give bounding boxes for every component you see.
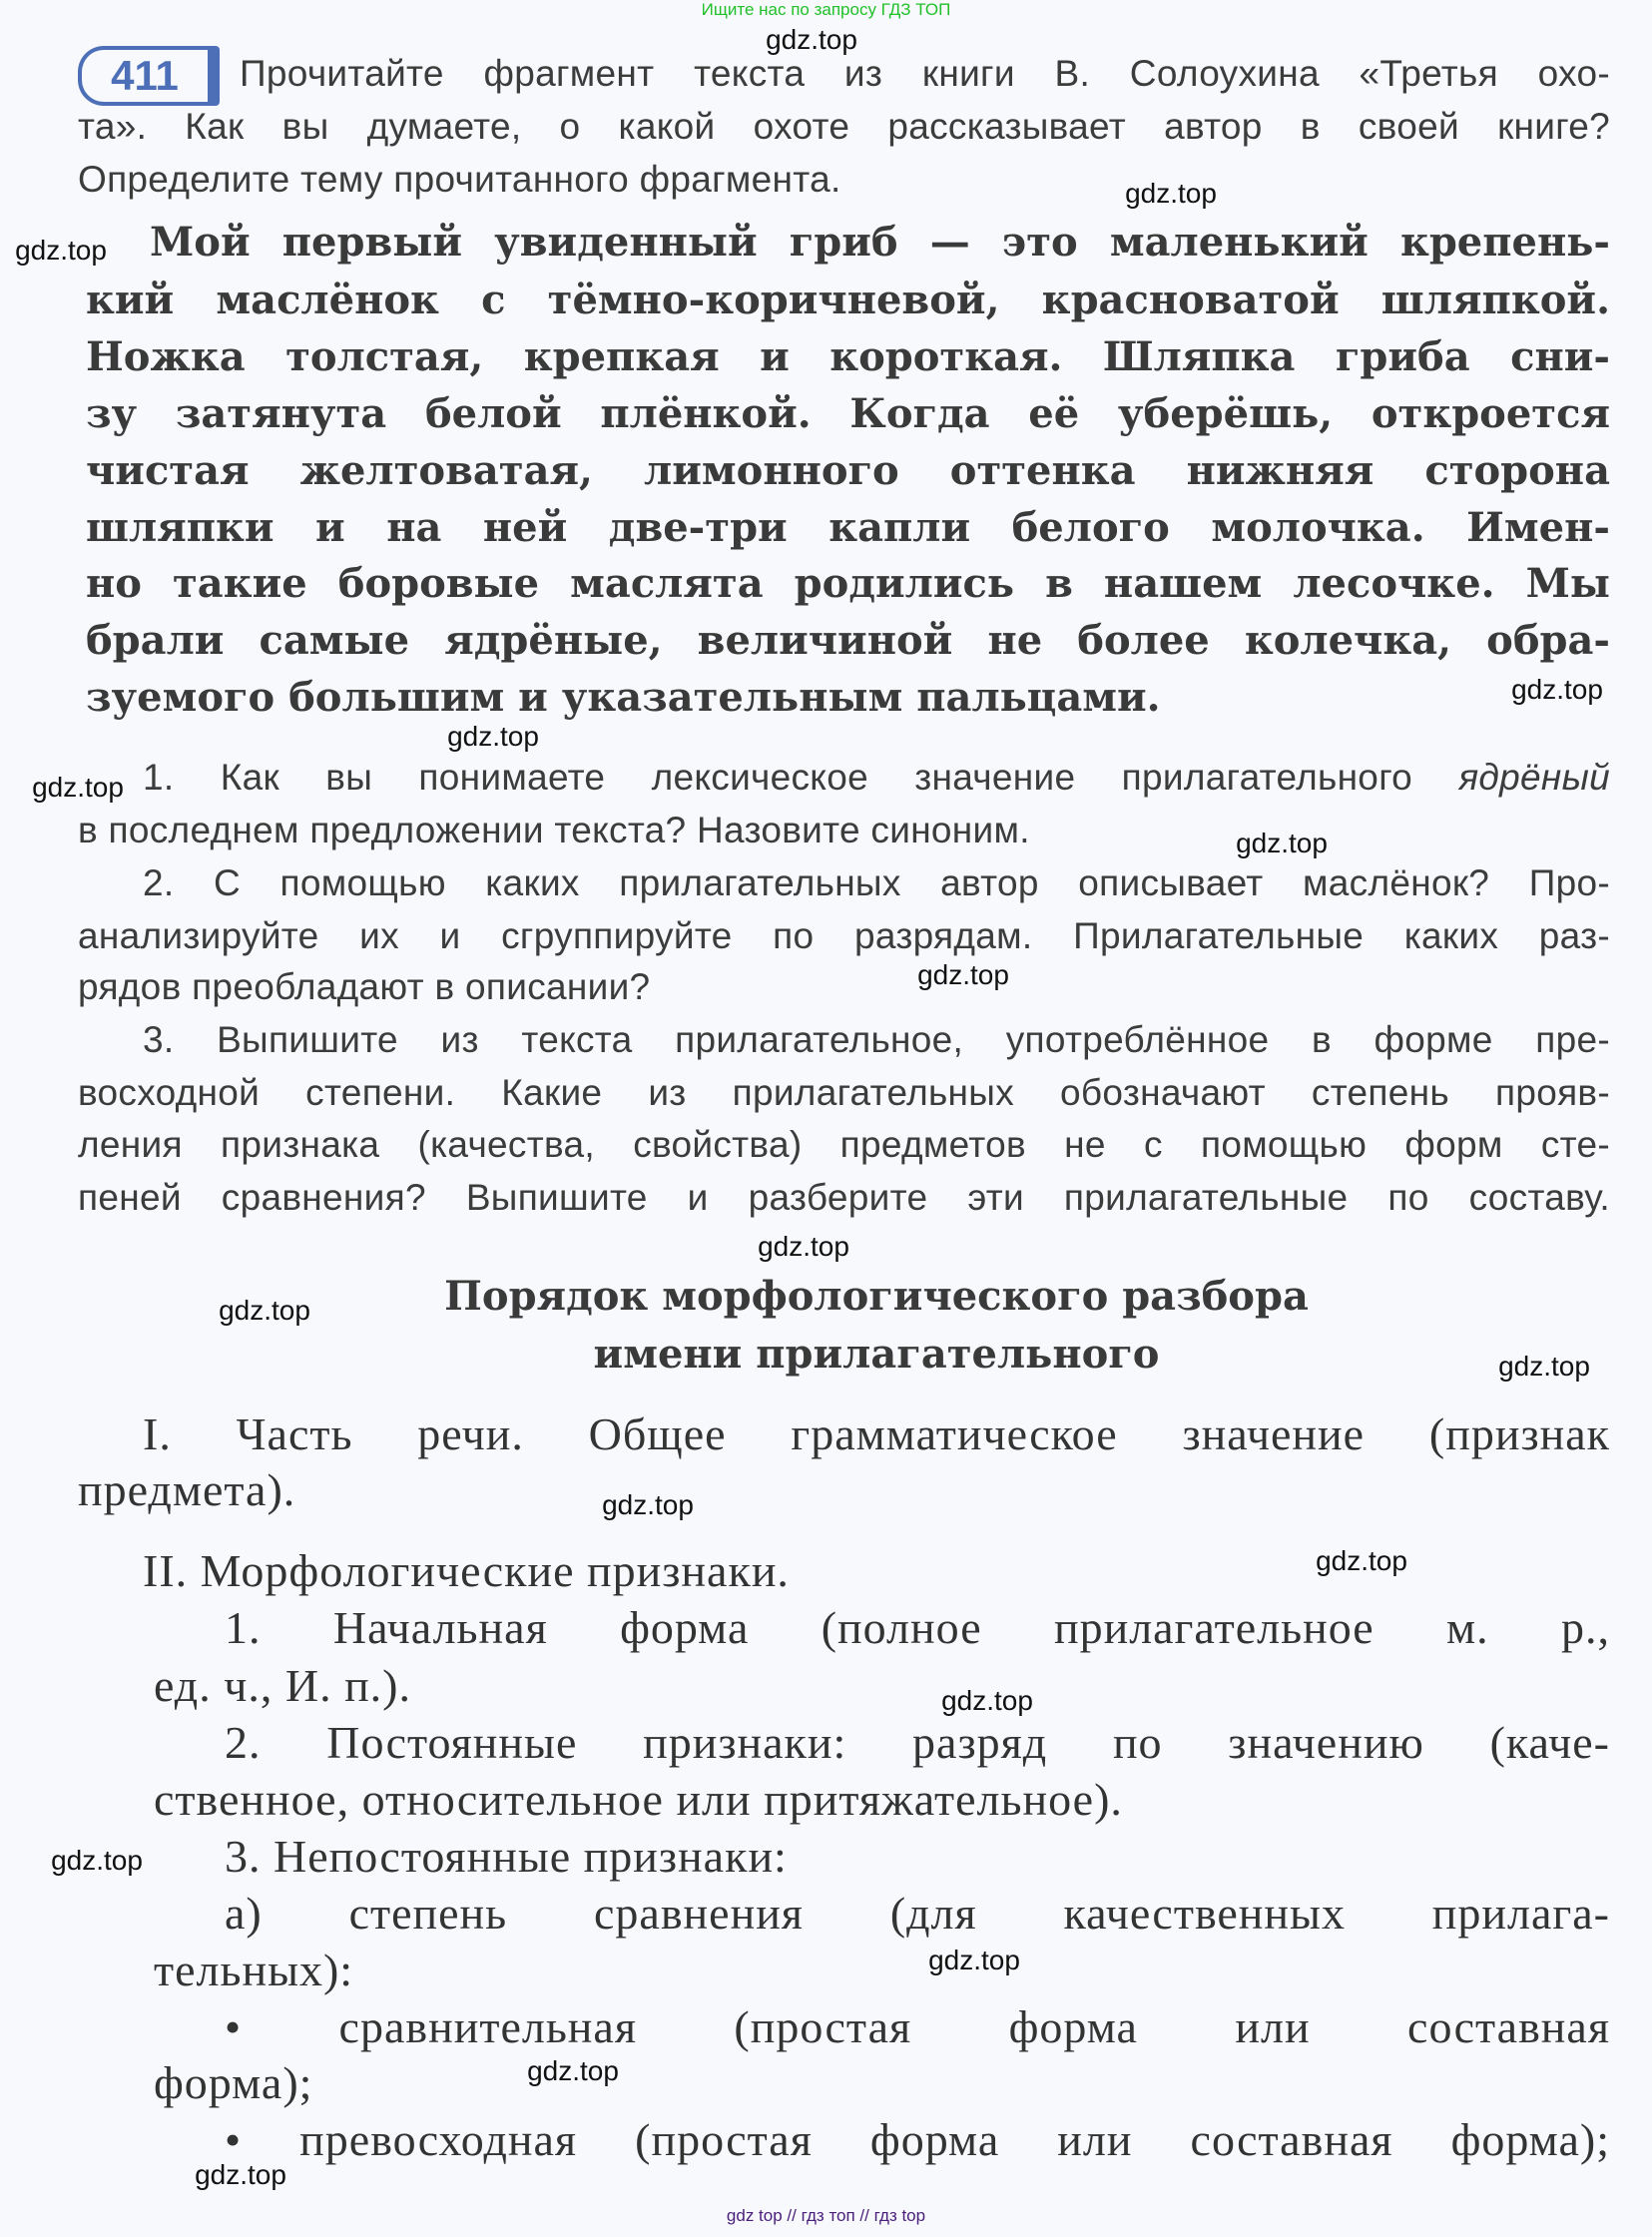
footer-watermark: gdz top // гдз топ // гдз top <box>726 2206 926 2225</box>
question-3: 3. Выпишите из текста прилагательное, употреблённое в форме пре- <box>143 1019 1610 1060</box>
question-line: в последнем предложении текста? Назовите синоним. <box>78 810 1030 850</box>
watermark: gdz.top <box>195 2159 286 2190</box>
search-banner: Ищите нас по запросу ГДЗ ТОП <box>701 0 951 19</box>
task-line: Определите тему прочитанного фрагмента. <box>78 159 841 200</box>
rule-line: ед. ч., И. п.). <box>154 1660 412 1711</box>
question-2: 2. С помощью каких прилагательных автор описывает маслёнок? Про- <box>143 862 1610 903</box>
rule-title: имени прилагательного <box>593 1331 1160 1378</box>
rule-line: 2. Постоянные признаки: разряд по значению (каче- <box>225 1717 1610 1768</box>
watermark: gdz.top <box>1511 674 1603 705</box>
rule-line: 3. Непостоянные признаки: <box>225 1831 788 1882</box>
passage-line: кий маслёнок с тёмно-коричневой, красноватой шляпкой. <box>86 277 1610 323</box>
watermark: gdz.top <box>928 1945 1020 1975</box>
watermark: gdz.top <box>447 721 539 752</box>
rule-title: Порядок морфологического разбора <box>444 1273 1309 1320</box>
task-line: та». Как вы думаете, о какой охоте рассказывает автор в своей книге? <box>78 106 1610 147</box>
question-line: пеней сравнения? Выпишите и разберите эти прилагательные по составу. <box>78 1177 1610 1218</box>
passage-line: но такие боровые маслята родились в нашем лесочке. Мы <box>86 560 1610 607</box>
watermark: gdz.top <box>1316 1545 1407 1576</box>
question-line: ления признака (качества, свойства) предметов не с помощью форм сте- <box>78 1124 1610 1165</box>
watermark: gdz.top <box>941 1685 1033 1716</box>
task-line: Прочитайте фрагмент текста из книги В. Солоухина «Третья охо- <box>240 53 1610 94</box>
watermark: gdz.top <box>602 1489 694 1520</box>
watermark: gdz.top <box>1125 178 1217 209</box>
passage-line: зу затянута белой плёнкой. Когда её уберёшь, откроется <box>86 390 1610 437</box>
rule-line: 1. Начальная форма (полное прилагательное м. р., <box>225 1602 1610 1653</box>
watermark: gdz.top <box>527 2055 619 2086</box>
watermark: gdz.top <box>51 1845 143 1876</box>
watermark: gdz.top <box>219 1295 310 1326</box>
rule-line: II. Морфологические признаки. <box>143 1545 790 1596</box>
question-1-word: ядрёный <box>1458 757 1610 798</box>
rule-line: а) степень сравнения (для качественных прилага- <box>225 1888 1610 1939</box>
rule-line: предмета). <box>78 1464 296 1515</box>
watermark: gdz.top <box>758 1231 849 1262</box>
passage-line: Ножка толстая, крепкая и короткая. Шляпка гриба сни- <box>86 333 1610 380</box>
rule-line: тельных): <box>154 1945 354 1995</box>
passage-line: чистая желтоватая, лимонного оттенка нижняя сторона <box>86 447 1610 494</box>
question-line: анализируйте их и сгруппируйте по разрядам. Прилагательные каких раз- <box>78 915 1610 956</box>
rule-line: I. Часть речи. Общее грамматическое значение (признак <box>143 1408 1610 1459</box>
exercise-number-badge: 411 <box>78 46 220 106</box>
passage-line: шляпки и на ней две-три капли белого молочка. Имен- <box>86 504 1610 551</box>
watermark: gdz.top <box>1236 828 1328 858</box>
question-line: рядов преобладают в описании? <box>78 966 651 1007</box>
passage-line: Мой первый увиденный гриб — это маленький крепень- <box>150 219 1610 266</box>
rule-line: ственное, относительное или притяжательное). <box>154 1774 1123 1825</box>
rule-line: форма); <box>154 2057 313 2108</box>
question-1-text: 1. Как вы понимаете лексическое значение прилагательного <box>143 757 1413 798</box>
watermark: gdz.top <box>917 959 1009 990</box>
rule-line: • сравнительная (простая форма или составная <box>225 2001 1610 2052</box>
question-1 <box>143 759 1610 796</box>
watermark: gdz.top <box>32 772 124 803</box>
question-line: восходной степени. Какие из прилагательных обозначают степень прояв- <box>78 1072 1610 1113</box>
rule-line: • превосходная (простая форма или составная форма); <box>225 2114 1610 2165</box>
passage-line: зуемого большим и указательным пальцами. <box>86 674 1161 721</box>
watermark: gdz.top <box>766 24 857 55</box>
watermark: gdz.top <box>15 235 107 266</box>
passage-line: брали самые ядрёные, величиной не более колечка, обра- <box>86 617 1610 664</box>
watermark: gdz.top <box>1498 1351 1590 1382</box>
